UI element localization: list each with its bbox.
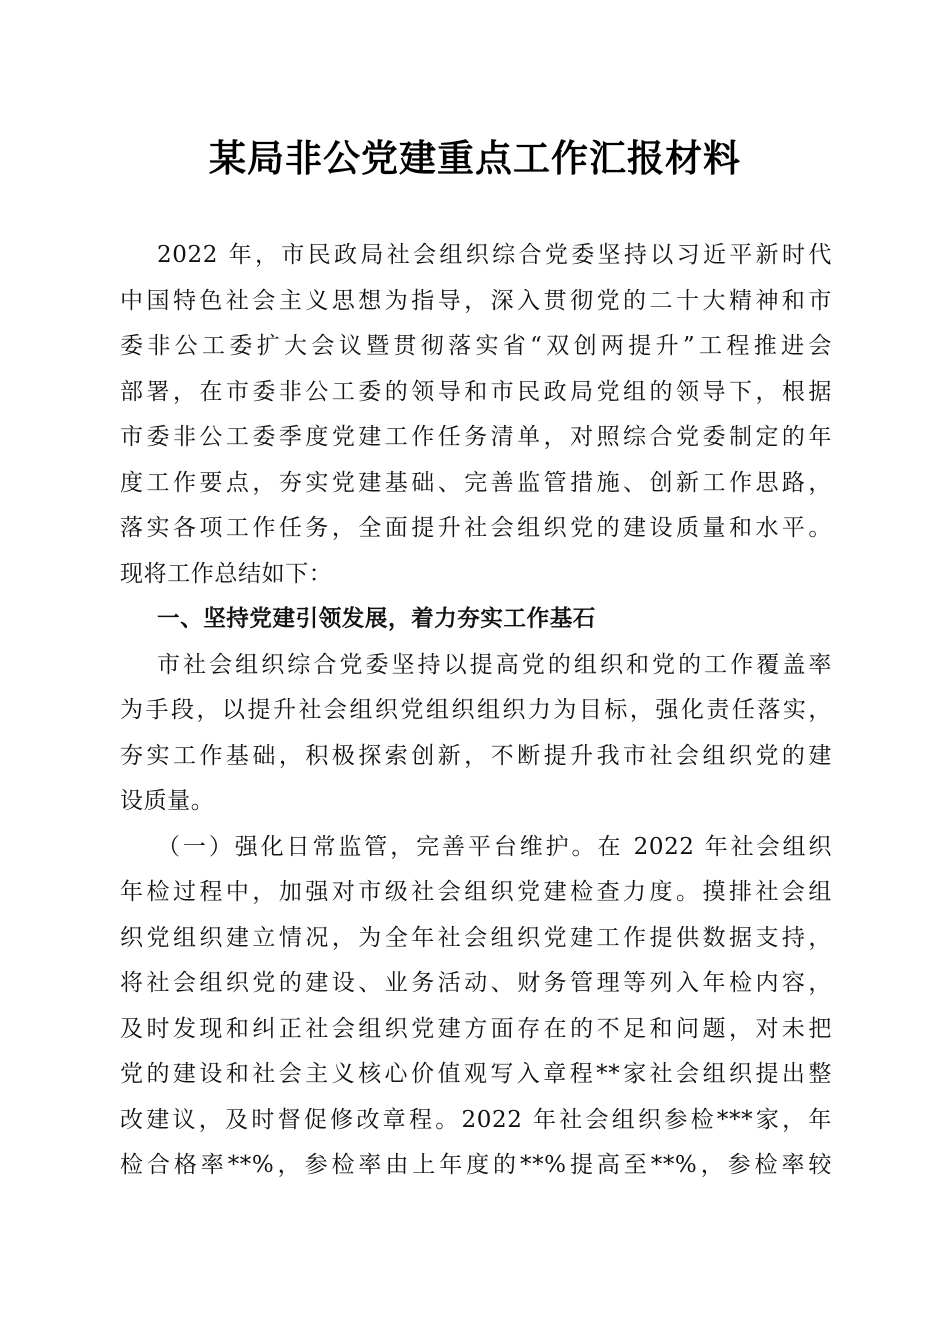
body-line: 市社会组织综合党委坚持以提高党的组织和党的工作覆盖率 <box>157 651 832 678</box>
body-line: 党的建设和社会主义核心价值观写入章程**家社会组织提出整 <box>120 1061 832 1087</box>
body-line: 为手段，以提升社会组织党组织组织力为目标，强化责任落实， <box>120 697 832 723</box>
body-line: 夯实工作基础，积极探索创新，不断提升我市社会组织党的建 <box>120 742 832 769</box>
body-line: 2022 年，市民政局社会组织综合党委坚持以习近平新时代 <box>157 242 832 268</box>
body-line: 市委非公工委季度党建工作任务清单，对照综合党委制定的年 <box>120 424 832 450</box>
body-line: 年检过程中，加强对市级社会组织党建检查力度。摸排社会组 <box>120 879 832 905</box>
body-line: 检合格率**%，参检率由上年度的**%提高至**%，参检率较 <box>120 1152 832 1178</box>
section-heading: 一、坚持党建引领发展，着力夯实工作基石 <box>157 606 596 632</box>
body-line: 设质量。 <box>120 788 215 814</box>
document-title: 某局非公党建重点工作汇报材料 <box>209 136 741 180</box>
body-line: 委非公工委扩大会议暨贯彻落实省“双创两提升”工程推进会 <box>120 333 832 359</box>
body-line: 落实各项工作任务，全面提升社会组织党的建设质量和水平。 <box>120 515 832 541</box>
body-line: 度工作要点，夯实党建基础、完善监管措施、创新工作思路， <box>120 469 832 496</box>
body-line: 中国特色社会主义思想为指导，深入贯彻党的二十大精神和市 <box>120 287 832 314</box>
body-line: 部署，在市委非公工委的领导和市民政局党组的领导下，根据 <box>120 378 832 405</box>
body-line: （一）强化日常监管，完善平台维护。在 2022 年社会组织 <box>157 833 832 860</box>
body-line: 现将工作总结如下： <box>120 560 333 587</box>
body-line: 将社会组织党的建设、业务活动、财务管理等列入年检内容， <box>120 970 832 996</box>
document-body <box>120 233 832 1189</box>
body-line: 改建议，及时督促修改章程。2022 年社会组织参检***家，年 <box>120 1106 832 1133</box>
body-line: 及时发现和纠正社会组织党建方面存在的不足和问题，对未把 <box>120 1015 832 1042</box>
body-line: 织党组织建立情况，为全年社会组织党建工作提供数据支持， <box>120 924 832 951</box>
